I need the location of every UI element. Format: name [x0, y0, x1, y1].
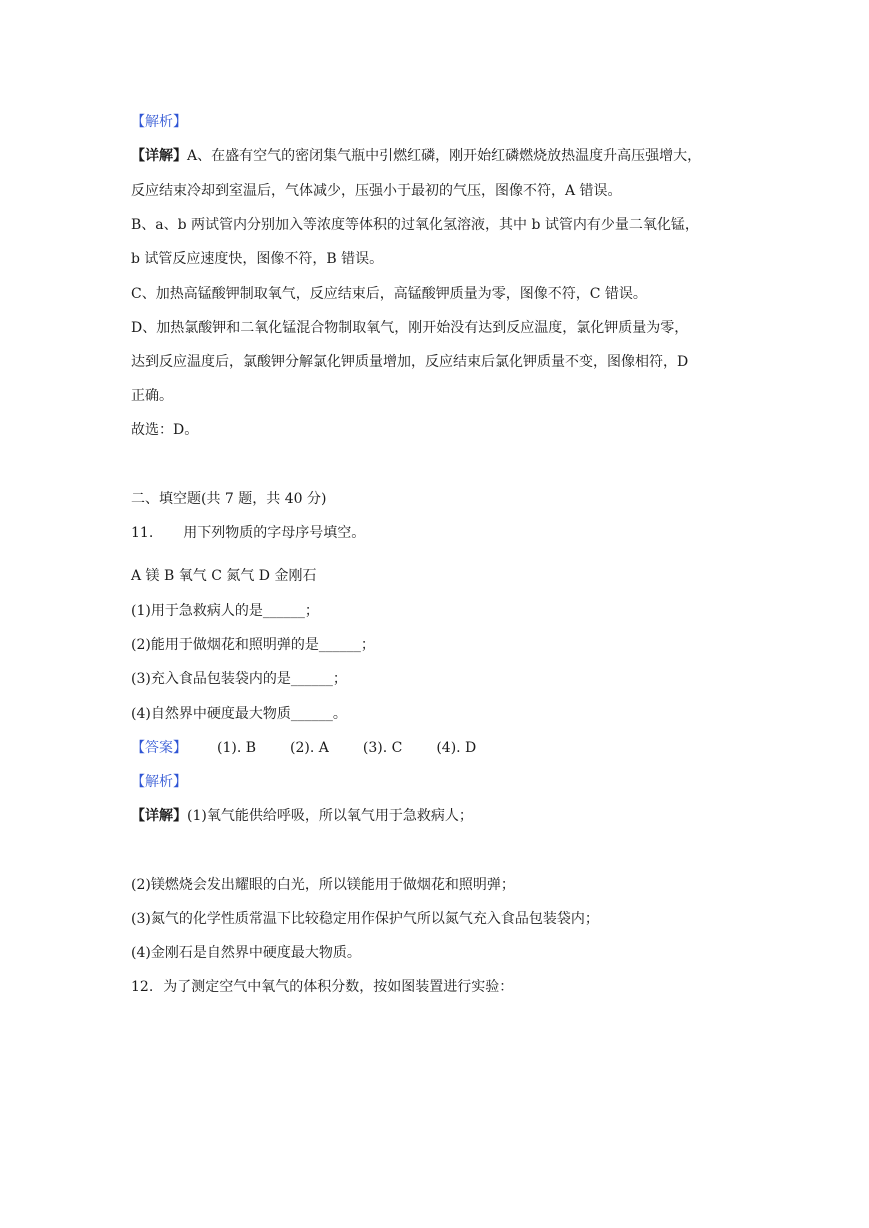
detail-11-line-2: (2)镁燃烧会发出耀眼的白光，所以镁能用于做烟花和照明弹；: [131, 877, 515, 893]
question-stem: 用下列物质的字母序号填空。: [183, 525, 366, 541]
question-11: [131, 523, 365, 543]
detail-text: A、在盛有空气的密闭集气瓶中引燃红磷，刚开始红磷燃烧放热温度升高压强增大，: [187, 148, 702, 164]
detail-tag-2: 【详解】: [131, 808, 187, 824]
detail-tag: 【详解】: [131, 148, 187, 164]
question-number: 11.: [131, 525, 154, 541]
answer-2: (2). A: [290, 740, 329, 756]
question-stem-12: 为了测定空气中氧气的体积分数，按如图装置进行实验：: [163, 979, 514, 995]
detail-line-2: 反应结束冷却到室温后，气体减少，压强小于最初的气压，图像不符，A 错误。: [131, 183, 622, 199]
item-1: (1)用于急救病人的是______；: [131, 603, 319, 619]
detail-11-text: (1)氧气能供给呼吸，所以氧气用于急救病人；: [187, 808, 473, 824]
item-3: (3)充入食品包装袋内的是______；: [131, 671, 347, 687]
answer-4: (4). D: [436, 740, 477, 756]
detail-11-line-3: (3)氮气的化学性质常温下比较稳定用作保护气所以氮气充入食品包装袋内；: [131, 911, 599, 927]
answer-3: (3). C: [362, 740, 403, 756]
question-number-12: 12.: [131, 979, 154, 995]
detail-line-9: 故选：D。: [131, 422, 199, 438]
detail-line-7: 达到反应温度后，氯酸钾分解氯化钾质量增加，反应结束后氯化钾质量不变，图像相符，D: [131, 354, 689, 370]
detail-line-6: D、加热氯酸钾和二氧化锰混合物制取氧气，刚开始没有达到反应温度，氯化钾质量为零，: [131, 320, 689, 336]
answer-tag: 【答案】: [131, 740, 187, 756]
question-12: [131, 977, 513, 997]
detail-11-line-4: (4)金刚石是自然界中硬度最大物质。: [131, 945, 361, 961]
analysis-tag: 【解析】: [131, 114, 187, 130]
analysis-tag-2: 【解析】: [131, 774, 187, 790]
item-2: (2)能用于做烟花和照明弹的是______；: [131, 637, 375, 653]
item-4: (4)自然界中硬度最大物质______。: [131, 706, 347, 722]
detail-line-8: 正确。: [131, 388, 173, 404]
detail-line-4: b 试管反应速度快，图像不符，B 错误。: [131, 251, 384, 267]
detail-line-1: [131, 146, 701, 166]
options-line: A 镁 B 氧气 C 氮气 D 金刚石: [131, 568, 317, 584]
detail-line-5: C、加热高锰酸钾制取氧气，反应结束后，高锰酸钾质量为零，图像不符，C 错误。: [131, 286, 647, 302]
detail-line-3: B、a、b 两试管内分别加入等浓度等体积的过氧化氢溶液，其中 b 试管内有少量二氧化锰，: [131, 217, 699, 233]
answer-line: [131, 738, 476, 758]
section-title: 二、填空题(共 7 题，共 40 分): [131, 491, 327, 507]
answer-1: (1). B: [217, 740, 257, 756]
detail-11-line-1: [131, 806, 473, 826]
